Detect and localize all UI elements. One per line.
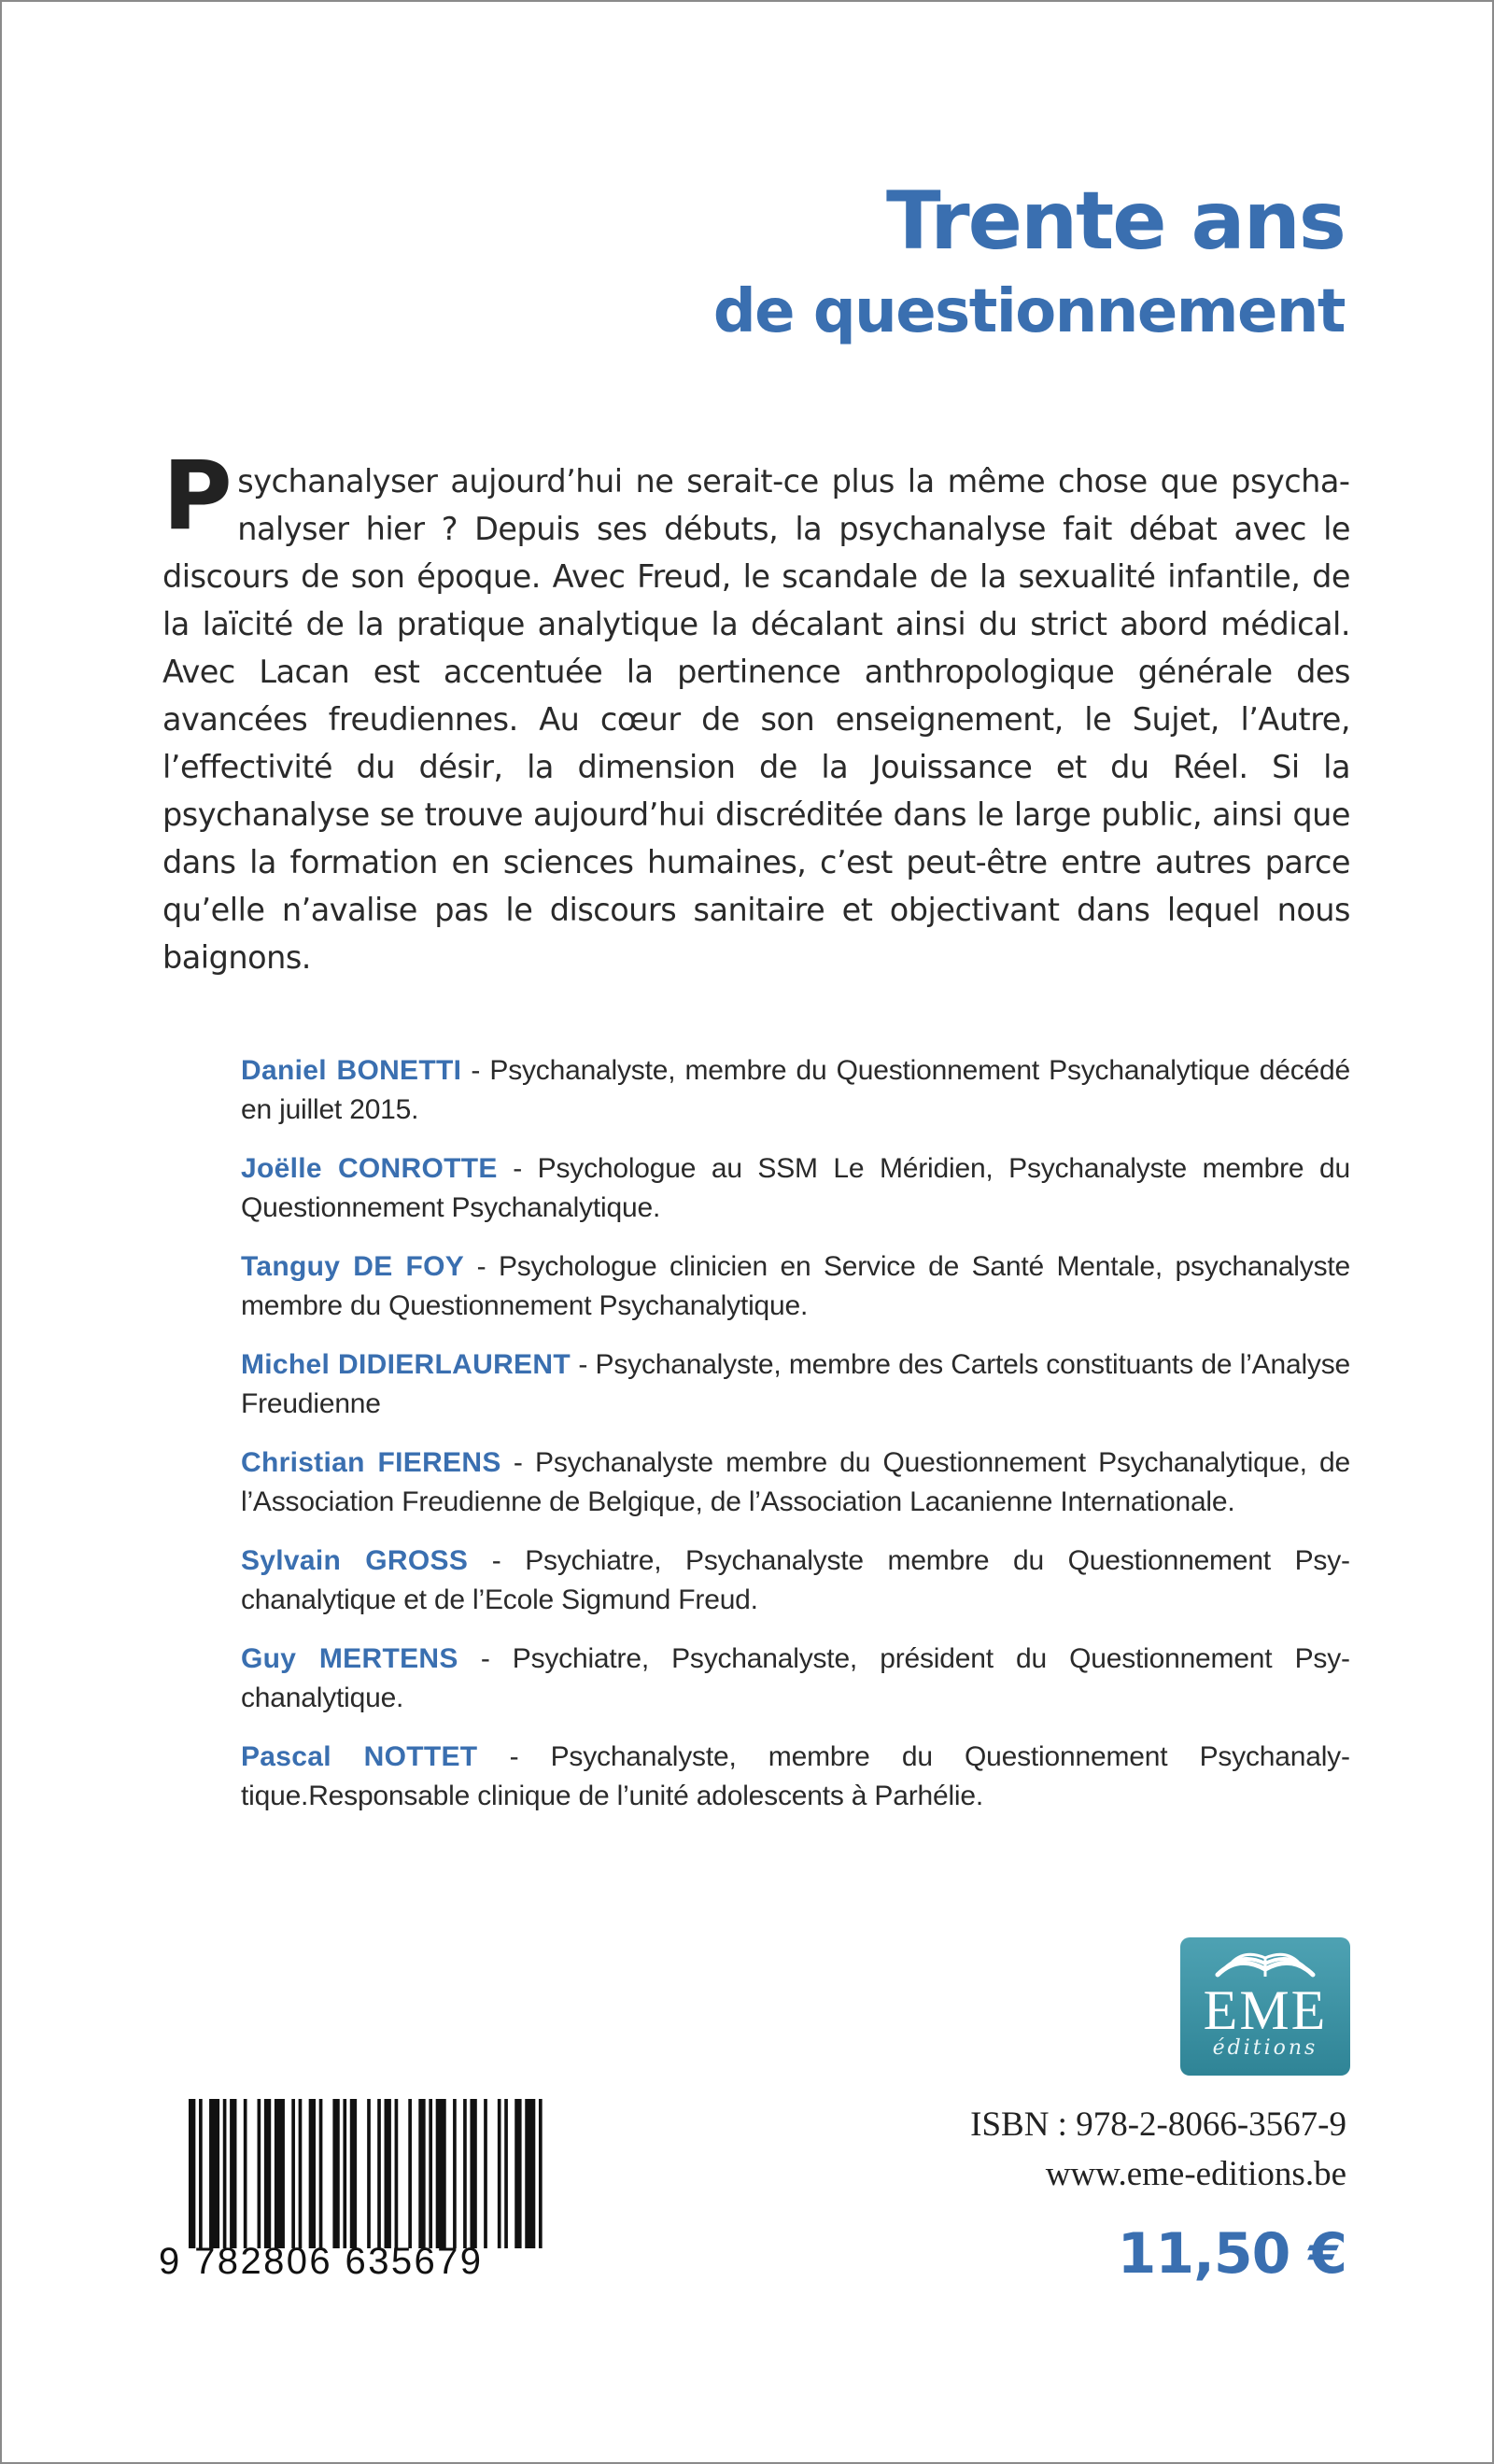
publisher-logo [1180,1937,1350,2076]
price: 11,50 € [1117,2221,1346,2287]
author-description: - Psychiatre, Psychanalyste membre du Questionnement Psychanalytique et de l’Ecole Sigmund Freud. [241,1545,1350,1615]
author-name: Michel DIDIERLAURENT [241,1349,571,1380]
author-entry [241,1051,1350,1130]
intro-paragraph [162,441,1350,981]
barcode-icon [189,2099,549,2248]
logo-letters: EME [1203,1979,1328,2041]
drop-cap: P [162,441,233,552]
author-description: - Psychanalyste, membre des Cartels constituants de l’Analyse Freudienne [241,1349,1350,1419]
author-entry [241,1640,1350,1718]
book-title: Trente ans [885,175,1345,268]
author-name: Joëlle CONROTTE [241,1153,498,1184]
author-entry [241,1247,1350,1326]
author-description: - Psychologue clinicien en Service de Santé Mentale, psychanalyste membre du Questionnement Psychanalytique. [241,1251,1350,1321]
book-subtitle: de questionnement [712,277,1345,346]
author-name: Pascal NOTTET [241,1741,478,1772]
website: www.eme-editions.be [1045,2155,1346,2193]
author-description: - Psychiatre, Psychanalyste, président du Questionnement Psychanalytique. [241,1643,1350,1713]
title-block [712,175,1345,346]
author-list [241,1051,1350,1836]
author-description: - Psychologue au SSM Le Méridien, Psychanalyste membre du Questionnement Psychanalytique. [241,1153,1350,1223]
author-description: - Psychanalyste, membre du Questionnement Psychanalytique.Responsable clinique de l’unité adolescents à Parhélie. [241,1741,1350,1811]
author-entry [241,1542,1350,1620]
intro-text: sychanalyser aujourd’hui ne serait-ce plus la même chose que psychanalyser hier ? Depuis ses débuts, la psychanalyse fait débat avec le discours de son époque. Avec Freud, le scandale de la sexualité infantile, de la laïcité de la pratique analytique la décalant ainsi du strict abord médical. Avec Lacan est accentuée la pertinence anthropologique générale des avancées freudiennes. Au cœur de son enseignement, le Sujet, l’Autre, l’effectivité du désir, la dimension de la Jouissance et du Réel. Si la psychanalyse se trouve aujourd’hui discréditée dans le large public, ainsi que dans la formation en sciences humaines, c’est peut-être entre autres parce qu’elle n’avalise pas le discours sanitaire et objectivant dans lequel nous baignons. [162,463,1350,976]
author-name: Daniel BONETTI [241,1055,462,1086]
author-entry [241,1345,1350,1424]
barcode-digits: 9 782806 635679 [159,2241,484,2282]
author-name: Tanguy DE FOY [241,1251,465,1282]
author-description: - Psychanalyste, membre du Questionnement Psychanalytique décédé en juillet 2015. [241,1055,1350,1125]
author-name: Guy MERTENS [241,1643,458,1674]
author-entry [241,1738,1350,1816]
author-name: Christian FIERENS [241,1447,501,1478]
logo-subtitle: éditions [1212,2036,1318,2060]
author-description: - Psychanalyste membre du Questionnement Psychanalytique, de l’Association Freudienne de Belgique, de l’Association Lacanienne Internationale. [241,1447,1350,1517]
author-entry [241,1443,1350,1522]
author-name: Sylvain GROSS [241,1545,469,1576]
isbn: ISBN : 978-2-8066-3567-9 [970,2105,1346,2144]
author-entry [241,1149,1350,1228]
